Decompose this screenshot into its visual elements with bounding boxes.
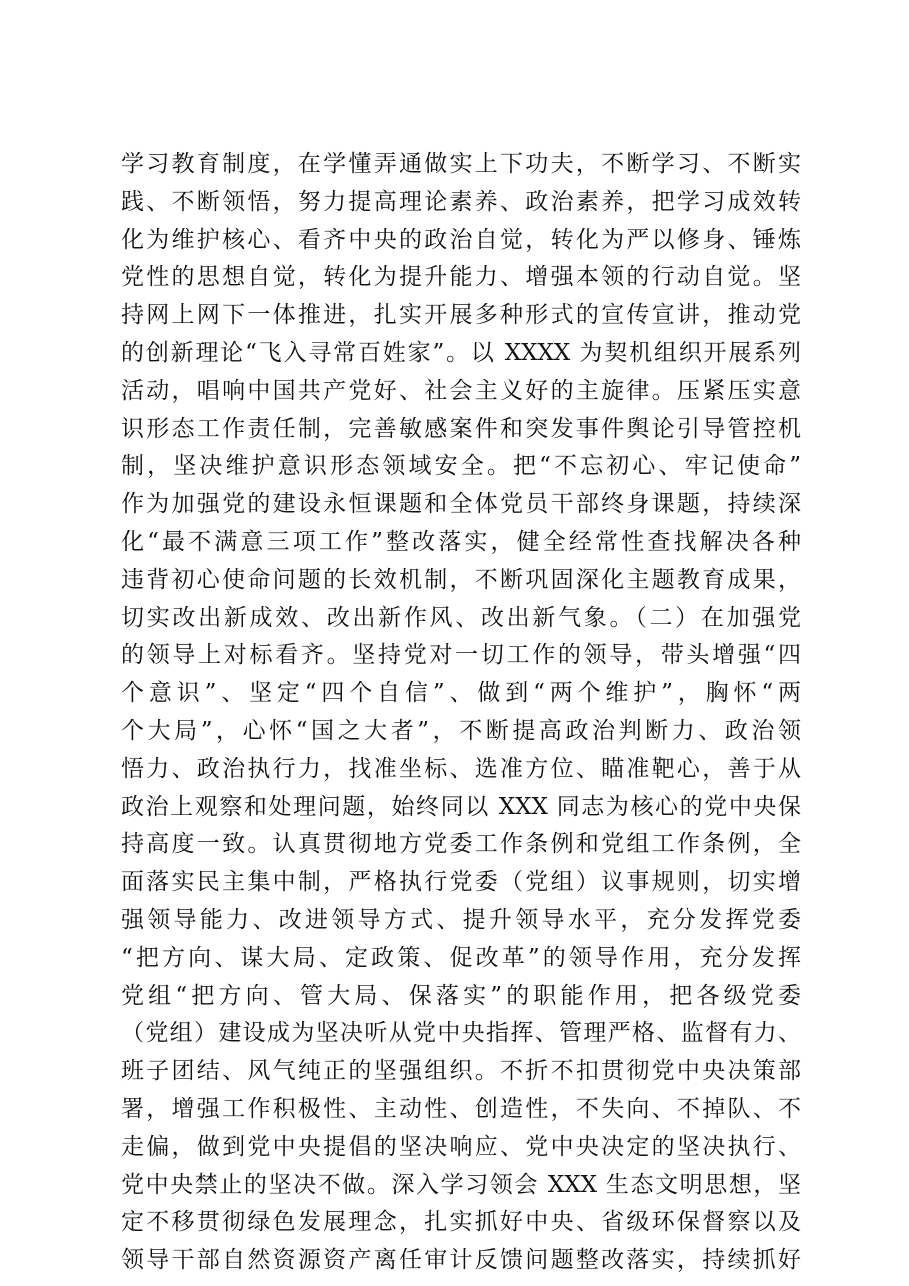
text-line: 党组“把方向、管大局、保落实”的职能作用，把各级党委 <box>121 982 801 1009</box>
text-line: 持网上网下一体推进，扎实开展多种形式的宣传宣讲，推动党 <box>121 302 801 329</box>
text-line: 作为加强党的建设永恒课题和全体党员干部终身课题，持续深 <box>121 491 801 518</box>
text-line: （党组）建设成为坚决听从党中央指挥、管理严格、监督有力、 <box>121 1020 801 1047</box>
text-line: 识形态工作责任制，完善敏感案件和突发事件舆论引导管控机 <box>121 415 801 442</box>
text-line: 化为维护核心、看齐中央的政治自觉，转化为严以修身、锤炼 <box>121 226 801 253</box>
text-line: 走偏，做到党中央提倡的坚决响应、党中央决定的坚决执行、 <box>121 1133 801 1160</box>
text-line: “把方向、谋大局、定政策、促改革”的领导作用，充分发挥 <box>121 944 801 971</box>
text-line: 领导干部自然资源资产离任审计反馈问题整改落实，持续抓好 <box>121 1247 801 1274</box>
text-line: 党中央禁止的坚决不做。深入学习领会 XXX 生态文明思想，坚 <box>121 1171 801 1198</box>
text-line: 学习教育制度，在学懂弄通做实上下功夫，不断学习、不断实 <box>121 151 801 177</box>
text-line: 政治上观察和处理问题，始终同以 XXX 同志为核心的党中央保 <box>121 793 801 820</box>
text-line: 践、不断领悟，努力提高理论素养、政治素养，把学习成效转 <box>121 188 801 215</box>
text-line: 党性的思想自觉，转化为提升能力、增强本领的行动自觉。坚 <box>121 264 801 291</box>
text-line: 个大局”，心怀“国之大者”，不断提高政治判断力、政治领 <box>121 717 801 744</box>
text-line: 悟力、政治执行力，找准坐标、选准方位、瞄准靶心，善于从 <box>121 755 801 782</box>
body-paragraph <box>121 146 801 1280</box>
text-line: 面落实民主集中制，严格执行党委（党组）议事规则，切实增 <box>121 869 801 896</box>
text-line: 活动，唱响中国共产党好、社会主义好的主旋律。压紧压实意 <box>121 377 801 404</box>
text-line: 制，坚决维护意识形态领域安全。把“不忘初心、牢记使命” <box>121 453 801 480</box>
text-line: 的领导上对标看齐。坚持党对一切工作的领导，带头增强“四 <box>121 642 801 669</box>
text-line: 强领导能力、改进领导方式、提升领导水平，充分发挥党委 <box>121 906 801 933</box>
text-line: 持高度一致。认真贯彻地方党委工作条例和党组工作条例，全 <box>121 831 801 858</box>
text-line: 化“最不满意三项工作”整改落实，健全经常性查找解决各种 <box>121 528 801 555</box>
text-line: 定不移贯彻绿色发展理念，扎实抓好中央、省级环保督察以及 <box>121 1209 801 1236</box>
text-line: 切实改出新成效、改出新作风、改出新气象。（二）在加强党 <box>121 604 801 631</box>
text-line: 署，增强工作积极性、主动性、创造性，不失向、不掉队、不 <box>121 1095 801 1122</box>
text-line: 违背初心使命问题的长效机制，不断巩固深化主题教育成果， <box>121 566 801 593</box>
text-line: 班子团结、风气纯正的坚强组织。不折不扣贯彻党中央决策部 <box>121 1058 801 1085</box>
text-line: 个意识”、坚定“四个自信”、做到“两个维护”，胸怀“两 <box>121 680 801 707</box>
text-line: 的创新理论“飞入寻常百姓家”。以 XXXX 为契机组织开展系列 <box>121 339 801 366</box>
